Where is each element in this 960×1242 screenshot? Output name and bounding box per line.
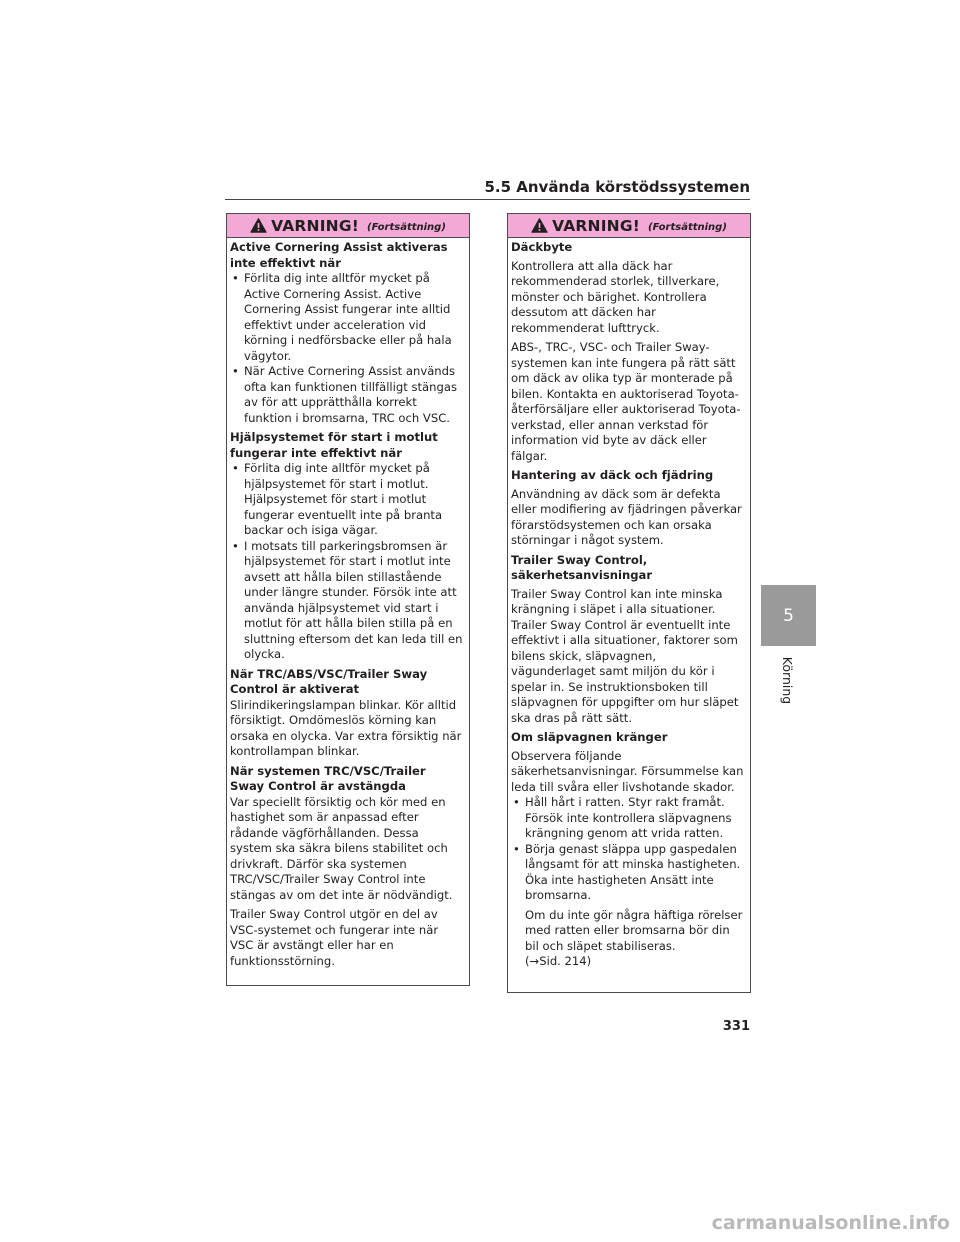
warning-box-left [226,213,470,986]
warning-box-right [507,213,751,993]
warning-subtitle: (Fortsättning) [367,221,446,233]
bullet-list [230,461,463,663]
warning-header [508,214,750,238]
paragraph: Användning av däck som är defekta eller modifiering av fjädringen påverkar förarstödsystemen och kan orsaka störningar i något system. [511,486,742,547]
bullet: • [232,461,239,475]
paragraph: Trailer Sway Control kan inte minska krängning i släpet i alla situationer. Trailer Sway Control är eventuellt inte effektivt i alla situationer, faktorer som bilens skick, släpvagnen, vägunderlaget samt miljön du kör i spelar in. Se instruktionsboken till släpvagnen för uppgifter om hur släpet ska dras på rätt sätt. [511,586,739,725]
section-heading: När systemen TRC/VSC/Trailer Sway Control är avstängda [230,763,426,793]
indented-paragraph: Om du inte gör några häftiga rörelser med ratten eller bromsarna bör din bil och släpet stabiliseras. (→Sid. 214) [525,907,743,968]
warning-title: VARNING! [552,216,641,235]
header-rule [225,199,750,200]
warning-header [227,214,469,238]
page-number: 331 [722,1019,750,1034]
list-item: • Förlita dig inte alltför mycket på hjälpsystemet för start i motlut. Hjälpsystemet för start i motlut fungerar eventuellt inte på branta backar och isiga vägar. [232,461,443,537]
chapter-tab: 5 [761,585,816,646]
warning-body [508,238,750,970]
section-heading: När TRC/ABS/VSC/Trailer Sway Control är aktiverat [230,666,428,696]
section-heading: Om släpvagnen kränger [511,730,668,744]
bullet: • [232,271,239,285]
list-item: • Förlita dig inte alltför mycket på Active Cornering Assist. Active Cornering Assist fungerar inte alltid effektivt under acceleration vid körning i nedförsbacke eller på hala vägytor. [232,271,452,363]
paragraph: ABS-, TRC-, VSC- och Trailer Sway-systemen kan inte fungera på rätt sätt om däck av olika typ är monterade på bilen. Kontakta en auktoriserad Toyota-återförsäljare eller auktoriserad Toyota-verkstad, eller annan verkstad för information vid byte av däck eller fälgar. [511,340,741,463]
section-heading: Hjälpsystemet för start i motlut fungerar inte effektivt när [230,430,438,460]
list-item: • Börja genast släppa upp gaspedalen långsamt för att minska hastigheten. Öka inte hastigheten Ansätt inte bromsarna. [513,841,741,902]
warning-title: VARNING! [271,216,360,235]
warning-body [227,238,469,969]
watermark: carmanualsonline.info [711,1212,950,1234]
bullet-list [230,271,463,426]
paragraph: Trailer Sway Control utgör en del av VSC-systemet och fungerar inte när VSC är avstängt eller har en funktionsstörning. [230,907,439,968]
list-item: • Håll hårt i ratten. Styr rakt framåt. Försök inte kontrollera släpvagnens krängning genom att vrida ratten. [513,795,732,840]
page-reference-link[interactable]: (→Sid. 214) [525,954,592,968]
chapter-tab-label: Körning [780,656,796,704]
list-item: • I motsats till parkeringsbromsen är hjälpsystemet för start i motlut inte avsett att hålla bilen stillastående under längre stunder. Försök inte att använda hjälpsystemet vid start i motlut för att hålla bilen stilla på en sluttning eftersom det kan leda till en olycka. [232,538,463,661]
section-heading: Active Cornering Assist aktiveras inte effektivt när [230,240,448,270]
list-item: • När Active Cornering Assist används ofta kan funktionen tillfälligt stängas av för att upprätthålla korrekt funktion i bromsarna, TRC och VSC. [232,364,458,425]
paragraph: Slirindikeringslampan blinkar. Kör alltid försiktigt. Omdömeslös körning kan orsaka en olycka. Var extra försiktig när kontrollampan blinkar. [230,697,462,758]
section-heading: Trailer Sway Control, säkerhetsanvisningar [511,552,653,582]
bullet-list [511,795,744,904]
bullet: • [513,841,520,856]
paragraph: Observera följande säkerhetsanvisningar. Försummelse kan leda till svåra eller livshotande skador. [511,748,744,794]
warning-triangle-icon [531,218,548,233]
warning-subtitle: (Fortsättning) [648,221,727,233]
paragraph: Var speciellt försiktig och kör med en hastighet som är anpassad efter rådande vägförhållanden. Dessa system ska säkra bilens stabilitet och drivkraft. Därför ska systemen TRC/VSC/Trailer Sway Control inte stängas av om det inte är nödvändigt. [230,794,453,902]
warning-triangle-icon [250,218,267,233]
paragraph: Kontrollera att alla däck har rekommenderad storlek, tillverkare, mönster och bärighet. Kontrollera dessutom att däcken har rekommenderat lufttryck. [511,258,720,335]
bullet: • [232,538,239,553]
section-heading: Däckbyte [511,240,573,254]
section-header: 5.5 Använda körstödssystemen [484,178,750,196]
bullet: • [513,795,520,809]
section-heading: Hantering av däck och fjädring [511,468,714,482]
bullet: • [232,364,239,378]
